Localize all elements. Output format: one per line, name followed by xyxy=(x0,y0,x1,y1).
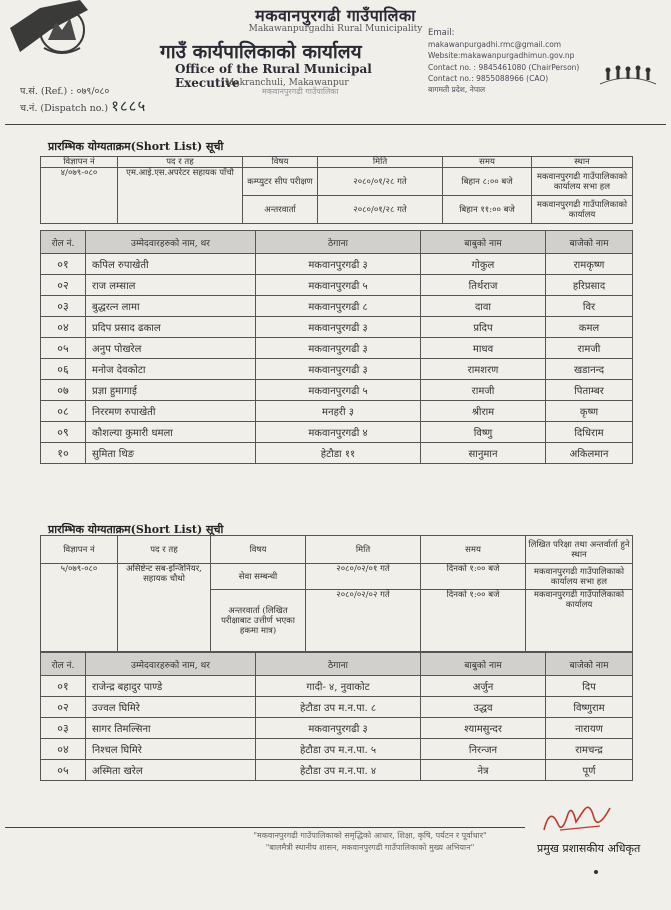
s1-place-1: मकवानपुरगढी गाउँपालिकाको कार्यालय xyxy=(532,196,633,224)
roll-no: ०४ xyxy=(41,739,86,760)
s2-post: असिष्टेन्ट सब-इन्जिनियर, सहायक चौथो xyxy=(118,564,211,652)
grandfather-name: हरिप्रसाद xyxy=(546,275,633,296)
s2-ad-no: ५/०७९-०८० xyxy=(41,564,118,652)
s2-place-1: मकवानपुरगढी गाउँपालिकाको कार्यालय xyxy=(526,590,633,652)
s1-post: एम.आई.एस.अपरेटर सहायक पाँचौ xyxy=(118,168,243,224)
father-name: नेत्र xyxy=(421,760,546,781)
section1-announcement-table xyxy=(40,156,633,224)
candidate-name: कपिल रुपाखेती xyxy=(86,254,256,275)
slogan-2: "बालमैत्री स्थानीय शासन, मकवानपुरगढी गाउँपालिकाको मुख्य अभियान" xyxy=(265,843,475,852)
candidate-name: निश्चल घिमिरे xyxy=(86,739,256,760)
s2-cand-hdr-name: उम्मेदवारहरुको नाम, थर xyxy=(86,653,256,676)
section1-candidate-table xyxy=(40,230,633,464)
s2-hdr-ad: विज्ञापन नं xyxy=(41,536,118,564)
s2-subject-1: अन्तरवार्ता (लिखित परीक्षाबाट उत्तीर्ण भएका हकमा मात्र) xyxy=(211,590,306,652)
s2-time-0: दिनको १:०० बजे xyxy=(421,564,526,590)
reference-block xyxy=(20,84,146,116)
s1-time-0: बिहान ८:०० बजे xyxy=(443,168,532,196)
father-name: रामशरण xyxy=(421,359,546,380)
candidate-address: मकवानपुरगढी ३ xyxy=(256,317,421,338)
grandfather-name: खडानन्द xyxy=(546,359,633,380)
office-location: Makranchuli, Makawanpur xyxy=(225,78,349,88)
candidate-name: सुमिता थिङ xyxy=(86,443,256,464)
section2-candidate-table xyxy=(40,652,633,781)
s2-date-1: २०८०/०२/०२ गते xyxy=(306,590,421,652)
s2-cand-hdr-father: बाबुको नाम xyxy=(421,653,546,676)
candidate-address: गादी- ४, नुवाकोट xyxy=(256,676,421,697)
s1-hdr-ad: विज्ञापन नं xyxy=(41,157,118,168)
table-row xyxy=(41,401,633,422)
candidate-address: मकवानपुरगढी ५ xyxy=(256,275,421,296)
grandfather-name: रामकृष्ण xyxy=(546,254,633,275)
signer-title: प्रमुख प्रशासकीय अधिकृत xyxy=(537,842,641,855)
s1-cand-hdr-roll: रोल नं. xyxy=(41,231,86,254)
contact-chairperson: Contact no. : 9845461080 (ChairPerson) xyxy=(428,62,580,72)
roll-no: ०८ xyxy=(41,401,86,422)
table-row xyxy=(41,338,633,359)
website: Website:makawanpurgadhimun.gov.np xyxy=(428,51,575,61)
father-name: रामजी xyxy=(421,380,546,401)
father-name: प्रदिप xyxy=(421,317,546,338)
table-row xyxy=(41,718,633,739)
s1-place-0: मकवानपुरगढी गाउँपालिकाको कार्यालय सभा हल xyxy=(532,168,633,196)
table-row xyxy=(41,254,633,275)
candidate-address: मकवानपुरगढी ८ xyxy=(256,296,421,317)
s2-cand-hdr-roll: रोल नं. xyxy=(41,653,86,676)
roll-no: ०६ xyxy=(41,359,86,380)
roll-no: १० xyxy=(41,443,86,464)
candidate-name: प्रज्ञा हुमागाई xyxy=(86,380,256,401)
father-name: दावा xyxy=(421,296,546,317)
candidate-name: बुद्धरत्न लामा xyxy=(86,296,256,317)
ink-dot xyxy=(594,870,598,874)
s2-subject-0: सेवा सम्बन्धी xyxy=(211,564,306,590)
father-name: माधव xyxy=(421,338,546,359)
s1-time-1: बिहान ११:०० बजे xyxy=(443,196,532,224)
office-name-np: गाउँ कार्यपालिकाको कार्यालय xyxy=(160,41,362,63)
roll-no: ०५ xyxy=(41,760,86,781)
roll-no: ०३ xyxy=(41,718,86,739)
father-name: श्रीराम xyxy=(421,401,546,422)
s1-cand-hdr-father: बाबुको नाम xyxy=(421,231,546,254)
stamp-text: मकवानपुरगढी गाउँपालिका xyxy=(262,87,339,96)
office-name-en: Office of the Rural Municipal Executive xyxy=(175,62,372,90)
grandfather-name: कृष्ण xyxy=(546,401,633,422)
candidate-address: मकवानपुरगढी ३ xyxy=(256,254,421,275)
grandfather-name: नारायण xyxy=(546,718,633,739)
roll-no: ०४ xyxy=(41,317,86,338)
candidate-name: मनोज देवकोटा xyxy=(86,359,256,380)
roll-no: ०३ xyxy=(41,296,86,317)
s1-date-1: २०८०/०१/२८ गते xyxy=(318,196,443,224)
roll-no: ०९ xyxy=(41,422,86,443)
grandfather-name: रामजी xyxy=(546,338,633,359)
grandfather-name: विर xyxy=(546,296,633,317)
table-row xyxy=(41,317,633,338)
table-row xyxy=(41,296,633,317)
municipality-name-np: मकवानपुरगढी गाउँपालिका xyxy=(255,6,416,25)
table-row xyxy=(41,422,633,443)
s2-cand-hdr-grandfather: बाजेको नाम xyxy=(546,653,633,676)
municipality-name-en: Makawanpurgadhi Rural Municipality xyxy=(248,24,423,34)
address-np: बागमती प्रदेश, नेपाल xyxy=(428,85,486,95)
father-name: श्यामसुन्दर xyxy=(421,718,546,739)
slogan-1: "मकवानपुरगढी गाउँपालिकाको समृद्धिको आधार, शिक्षा, कृषि, पर्यटन र पूर्वाधार" xyxy=(253,831,487,840)
candidate-address: मकवानपुरगढी ३ xyxy=(256,359,421,380)
section2-title: प्रारम्भिक योग्यताक्रम(Short List) सूची xyxy=(48,523,224,536)
father-name: अर्जुन xyxy=(421,676,546,697)
footer-divider xyxy=(5,827,525,828)
candidate-address: हेटौडा ११ xyxy=(256,443,421,464)
grandfather-name: दिधिराम xyxy=(546,422,633,443)
candidate-address: मकवानपुरगढी ४ xyxy=(256,422,421,443)
grandfather-name: अकिलमान xyxy=(546,443,633,464)
roll-no: ०२ xyxy=(41,697,86,718)
s1-hdr-post: पद र तह xyxy=(118,157,243,168)
s1-hdr-subject: विषय xyxy=(243,157,318,168)
roll-no: ०२ xyxy=(41,275,86,296)
candidate-name: प्रदिप प्रसाद ढकाल xyxy=(86,317,256,338)
candidate-name: उज्वल घिमिरे xyxy=(86,697,256,718)
s2-place-0: मकवानपुरगढी गाउँपालिकाको कार्यालय सभा हल xyxy=(526,564,633,590)
people-logo-icon xyxy=(598,62,658,88)
table-row xyxy=(41,697,633,718)
candidate-address: हेटौडा उप म.न.पा. ८ xyxy=(256,697,421,718)
table-row xyxy=(41,739,633,760)
s1-hdr-time: समय xyxy=(443,157,532,168)
roll-no: ०१ xyxy=(41,254,86,275)
s2-hdr-date: मिति xyxy=(306,536,421,564)
ref-number: ०७९/०८० xyxy=(76,86,110,97)
table-row xyxy=(41,380,633,401)
section1-title: प्रारम्भिक योग्यताक्रम(Short List) सूची xyxy=(48,140,224,153)
s1-subject-1: अन्तरवार्ता xyxy=(243,196,318,224)
father-name: तिर्थराज xyxy=(421,275,546,296)
grandfather-name: कमल xyxy=(546,317,633,338)
s2-date-0: २०८०/०२/०१ गते xyxy=(306,564,421,590)
email-label: Email: xyxy=(428,28,455,38)
candidate-name: राजेन्द्र बहादुर पाण्डे xyxy=(86,676,256,697)
s1-cand-hdr-grandfather: बाजेको नाम xyxy=(546,231,633,254)
ref-label: प.सं. (Ref.) : xyxy=(20,86,74,97)
candidate-address: मकवानपुरगढी ५ xyxy=(256,380,421,401)
candidate-name: कौशल्या कुमारी धमला xyxy=(86,422,256,443)
office-stamp xyxy=(262,86,339,97)
father-name: विष्णु xyxy=(421,422,546,443)
grandfather-name: दिप xyxy=(546,676,633,697)
contact-cao: Contact no.: 9855088966 (CAO) xyxy=(428,73,549,83)
s2-cand-hdr-address: ठेगाना xyxy=(256,653,421,676)
grandfather-name: रामचन्द्र xyxy=(546,739,633,760)
table-row xyxy=(41,359,633,380)
grandfather-name: पूर्ण xyxy=(546,760,633,781)
s2-hdr-time: समय xyxy=(421,536,526,564)
candidate-name: अस्मिता खरेल xyxy=(86,760,256,781)
table-row xyxy=(41,676,633,697)
s2-hdr-subject: विषय xyxy=(211,536,306,564)
s1-hdr-date: मिति xyxy=(318,157,443,168)
candidate-name: सागर तिमल्सिना xyxy=(86,718,256,739)
s2-hdr-place: लिखित परिक्षा तथा अन्तर्वार्ता हुने स्थान xyxy=(526,536,633,564)
header-divider xyxy=(5,124,666,125)
table-row xyxy=(41,275,633,296)
table-row xyxy=(41,443,633,464)
roll-no: ०७ xyxy=(41,380,86,401)
footer-slogans xyxy=(190,830,550,854)
father-name: उद्धव xyxy=(421,697,546,718)
candidate-name: निररमण रुपाखेती xyxy=(86,401,256,422)
candidate-name: राज लम्साल xyxy=(86,275,256,296)
roll-no: ०१ xyxy=(41,676,86,697)
email-address: makawanpurgadhi.rmc@gmail.com xyxy=(428,40,562,50)
grandfather-name: पिताम्बर xyxy=(546,380,633,401)
candidate-name: अनुप पोखरेल xyxy=(86,338,256,359)
grandfather-name: विष्णुराम xyxy=(546,697,633,718)
table-row xyxy=(41,760,633,781)
s1-hdr-place: स्थान xyxy=(532,157,633,168)
candidate-address: मकवानपुरगढी ३ xyxy=(256,718,421,739)
signature-icon xyxy=(540,800,615,838)
father-name: निरन्जन xyxy=(421,739,546,760)
candidate-address: मकवानपुरगढी ३ xyxy=(256,338,421,359)
s1-cand-hdr-address: ठेगाना xyxy=(256,231,421,254)
s2-time-1: दिनको १:०० बजे xyxy=(421,590,526,652)
s1-subject-0: कम्प्युटर सीप परीक्षण xyxy=(243,168,318,196)
dispatch-label: च.नं. (Dispatch no.) xyxy=(20,103,109,114)
s1-cand-hdr-name: उम्मेदवारहरुको नाम, थर xyxy=(86,231,256,254)
candidate-address: मनहरी ३ xyxy=(256,401,421,422)
section2-announcement-table xyxy=(40,535,633,652)
s2-hdr-post: पद र तह xyxy=(118,536,211,564)
s1-date-0: २०८०/०१/२८ गते xyxy=(318,168,443,196)
roll-no: ०५ xyxy=(41,338,86,359)
father-name: सानुमान xyxy=(421,443,546,464)
s1-ad-no: ४/०७९-०८० xyxy=(41,168,118,224)
candidate-address: हेटौडा उप म.न.पा. ५ xyxy=(256,739,421,760)
dispatch-number: १८८५ xyxy=(111,97,147,115)
father-name: गोकुल xyxy=(421,254,546,275)
candidate-address: हेटौडा उप म.न.पा. ४ xyxy=(256,760,421,781)
